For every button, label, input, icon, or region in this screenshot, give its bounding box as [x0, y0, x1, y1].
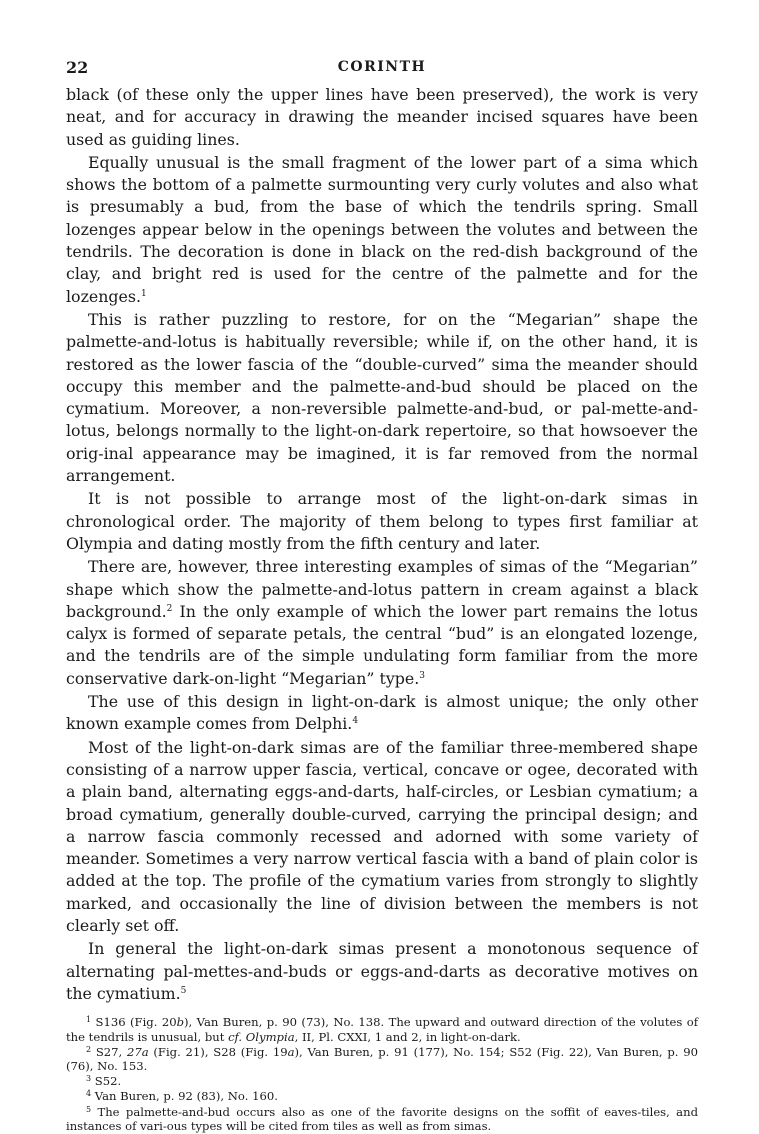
italic-text: b — [176, 1015, 184, 1030]
footnote — [66, 1045, 698, 1074]
text-run: , II, Pl. CXXI, 1 and 2, in light-on-dark. — [294, 1029, 521, 1044]
footnote-ref: 4 — [352, 716, 359, 727]
text-run: ), Van Buren, p. 91 (177), No. 154; S52 (Fig. 22), Van Buren, p. 90 (76), No. 153. — [66, 1044, 698, 1074]
running-title: CORINTH — [337, 59, 427, 75]
page — [66, 58, 698, 1134]
text-run: There are, however, three interesting examples of simas of the “Megarian” shape which show the palmette-and-lotus pattern in cream against a black background. — [66, 557, 698, 621]
text-run: (Fig. 21), S28 (Fig. 19 — [148, 1044, 288, 1059]
italic-text: 27a — [126, 1044, 149, 1059]
footnote-ref: 3 — [419, 670, 425, 681]
page-number: 22 — [66, 58, 89, 77]
page-header — [66, 58, 698, 84]
text-run: S136 (Fig. 20 — [91, 1015, 177, 1030]
footnote-ref: 1 — [141, 288, 147, 299]
text-run: S27, — [91, 1044, 127, 1059]
text-run: Van Buren, p. 92 (83), No. 160. — [91, 1089, 278, 1104]
text-run: This is rather puzzling to restore, for on the “Megarian” shape the palmette-and-lotus is habitually reversible; while if, on the other hand, it is restored as the lower fascia of the “double-curved” sima the meander should occupy this member and the palmette-and-bud should be placed on the cymatium. Moreover, a non-reversible palmette-and-bud, or pal-mette-and-lotus, belongs normally to the light-on-dark repertoire, so that howsoever the orig-inal appearance may be imagined, it is far removed from the normal arrangement. — [66, 309, 698, 486]
footnote-ref: 2 — [166, 603, 173, 614]
paragraph — [66, 691, 698, 736]
italic-text: a — [287, 1044, 295, 1059]
footnote — [66, 1089, 698, 1104]
body-text — [66, 84, 698, 1005]
text-run: In general the light-on-dark simas present a monotonous sequence of alternating pal-mettes-and-buds or eggs-and-darts as decorative motives on the cymatium. — [66, 939, 698, 1003]
paragraph — [66, 938, 698, 1005]
text-run: The palmette-and-bud occurs also as one of the favorite designs on the soffit of eaves-tiles, and instances of vari-ous types will be cited from tiles as well as from simas. — [66, 1104, 698, 1134]
paragraph — [66, 488, 698, 555]
italic-text: cf. Olympia — [228, 1029, 295, 1044]
text-run: In the only example of which the lower part remains the lotus calyx is formed of separate petals, the central “bud” is an elongated lozenge, and the tendrils are of the simple undulating form familiar from the more conservative dark-on-light “Megarian” type. — [66, 601, 698, 688]
text-run: ), Van Buren, p. 90 (73), No. 138. The upward and outward direction of the volutes of the tendrils is unusual, but — [66, 1015, 698, 1044]
footnote-mark: 2 — [86, 1044, 92, 1054]
paragraph — [66, 152, 698, 308]
text-run: black (of these only the upper lines have been preserved), the work is very neat, and for accuracy in drawing the meander incised squares have been used as guiding lines. — [66, 85, 698, 149]
footnotes — [66, 1015, 698, 1133]
text-run: S52. — [91, 1074, 122, 1089]
footnote-mark: 1 — [86, 1015, 92, 1025]
footnote — [66, 1074, 698, 1089]
footnote-mark: 3 — [86, 1074, 92, 1084]
footnote — [66, 1105, 698, 1134]
footnote-mark: 5 — [86, 1104, 92, 1114]
footnote-ref: 5 — [180, 985, 187, 996]
text-run: It is not possible to arrange most of the light-on-dark simas in chronological order. The majority of them belong to types first familiar at Olympia and dating mostly from the fifth century and later. — [66, 489, 698, 553]
text-run: Equally unusual is the small fragment of the lower part of a sima which shows the bottom of a palmette surmounting very curly volutes and also what is presumably a bud, from the base of which the tendrils spring. Small lozenges appear below in the openings between the volutes and between the tendrils. The decoration is done in black on the red-dish background of the clay, and bright red is used for the centre of the palmette and for the lozenges. — [66, 152, 698, 306]
text-run: The use of this design in light-on-dark is almost unique; the only other known example comes from Delphi. — [66, 692, 698, 734]
text-run: Most of the light-on-dark simas are of the familiar three-membered shape consisting of a narrow upper fascia, vertical, concave or ogee, decorated with a plain band, alternating eggs-and-darts, half-circles, or Lesbian cymatium; a broad cymatium, generally double-curved, carrying the principal design; and a narrow fascia commonly recessed and adorned with some variety of meander. Sometimes a very narrow vertical fascia with a band of plain color is added at the top. The profile of the cymatium varies from strongly to slightly marked, and occasionally the line of division between the members is not clearly set off. — [66, 737, 698, 935]
paragraph — [66, 556, 698, 690]
paragraph — [66, 737, 698, 938]
paragraph — [66, 84, 698, 151]
footnote-mark: 4 — [86, 1089, 92, 1099]
footnote — [66, 1015, 698, 1044]
paragraph — [66, 309, 698, 487]
